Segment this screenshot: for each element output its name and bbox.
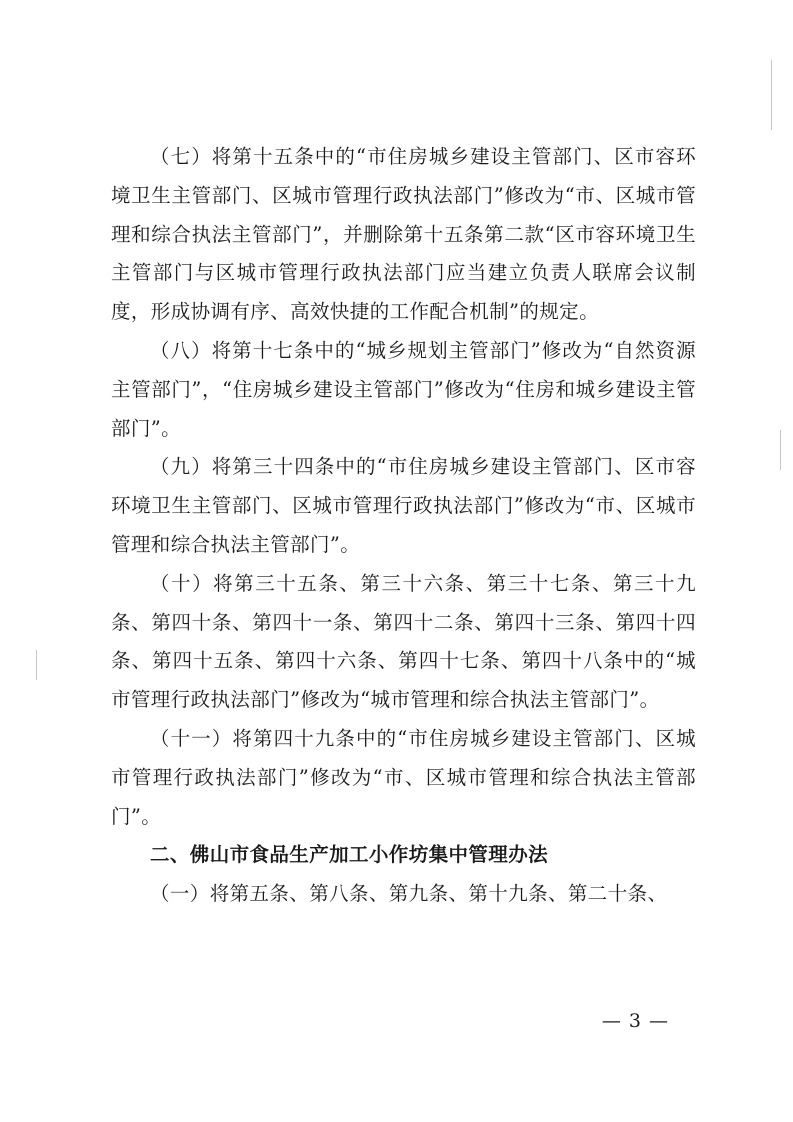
scan-artifact <box>780 430 781 470</box>
paragraph-item-8: （八）将第十七条中的“城乡规划主管部门”修改为“自然资源主管部门”，“住房城乡建设主管部门”修改为“住房和城乡建设主管部门”。 <box>111 338 696 440</box>
section-heading: 二、佛山市食品生产加工小作坊集中管理办法 <box>150 843 549 867</box>
paragraph-item-9: （九）将第三十四条中的“市住房城乡建设主管部门、区市容环境卫生主管部门、区城市管理行政执法部门”修改为“市、区城市管理和综合执法主管部门”。 <box>111 455 696 556</box>
paragraph-item-10: （十）将第三十五条、第三十六条、第三十七条、第三十九条、第四十条、第四十一条、第四十二条、第四十三条、第四十四条、第四十五条、第四十六条、第四十七条、第四十八条中的“城市管理行政执法部门”修改为“城市管理和综合执法主管部门”。 <box>111 571 696 712</box>
scan-artifact <box>771 60 772 130</box>
paragraph-item-7: （七）将第十五条中的“市住房城乡建设主管部门、区市容环境卫生主管部门、区城市管理行政执法部门”修改为“市、区城市管理和综合执法主管部门”，并删除第十五条第二款“区市容环境卫生主管部门与区城市管理行政执法部门应当建立负责人联席会议制度，形成协调有序、高效快捷的工作配合机制”的规定。 <box>111 145 696 324</box>
document-body <box>111 138 696 914</box>
paragraph-continued: （一）将第五条、第八条、第九条、第十九条、第二十条、 <box>150 882 668 906</box>
scan-artifact <box>36 650 37 680</box>
page-number: — 3 — <box>601 1010 669 1032</box>
paragraph-item-11: （十一）将第四十九条中的“市住房城乡建设主管部门、区城市管理行政执法部门”修改为“市、区城市管理和综合执法主管部门”。 <box>111 726 696 828</box>
